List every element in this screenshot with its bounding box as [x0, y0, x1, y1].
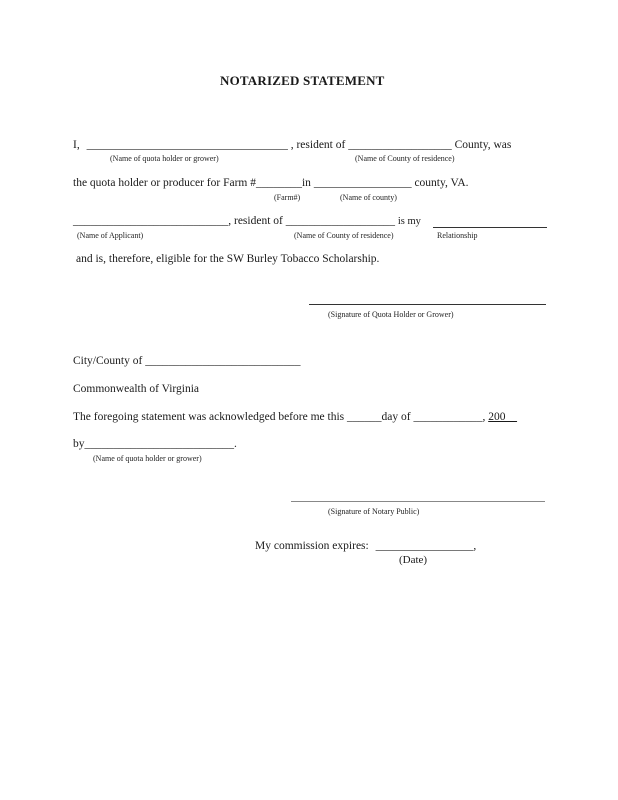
line1-middle-text: , resident of [290, 139, 346, 151]
by-end: . [234, 438, 237, 450]
applicant-county-blank[interactable]: ___________________ [285, 215, 395, 227]
statement-line-1 [73, 139, 511, 151]
commission-end: , [473, 540, 477, 552]
caption-commission-date: (Date) [399, 554, 428, 566]
quota-holder-name-blank[interactable]: ___________________________________ [86, 139, 288, 151]
caption-farm-number: (Farm#) [274, 193, 301, 202]
eligibility-statement: and is, therefore, eligible for the SW Burley Tobacco Scholarship. [76, 253, 380, 265]
caption-applicant-county: (Name of County of residence) [294, 231, 394, 240]
line2-text-c: county, VA. [414, 177, 469, 189]
by-line [73, 438, 237, 450]
applicant-name-blank[interactable]: ___________________________ [73, 215, 229, 227]
line3-text-a: , resident of [228, 215, 283, 227]
acknowledgment-day-blank[interactable]: ______ [347, 411, 382, 423]
caption-relationship: Relationship [437, 231, 478, 240]
commonwealth-line: Commonwealth of Virginia [73, 383, 200, 395]
line2-text-b: in [301, 177, 311, 189]
county-of-residence-blank[interactable]: __________________ [348, 139, 452, 151]
commission-label: My commission expires: [255, 540, 369, 552]
caption-county-of-residence: (Name of County of residence) [355, 154, 455, 163]
caption-notary-signature: (Signature of Notary Public) [328, 507, 420, 516]
statement-line-2 [73, 177, 469, 189]
acknowledgment-text-c: , [482, 411, 486, 423]
city-county-label: City/County of [73, 355, 143, 367]
relationship-blank[interactable] [433, 227, 547, 228]
acknowledgment-year[interactable]: 200__ [488, 411, 517, 423]
by-label: by [73, 438, 85, 450]
county-name-blank[interactable]: _________________ [313, 177, 412, 189]
line1-suffix: County, was [454, 139, 512, 151]
caption-by-name: (Name of quota holder or grower) [93, 454, 202, 463]
farm-number-blank[interactable]: ________ [255, 177, 302, 189]
line1-prefix: I, [73, 139, 80, 151]
caption-quota-holder-name: (Name of quota holder or grower) [110, 154, 219, 163]
commission-date-blank[interactable]: _________________ [375, 540, 474, 552]
statement-line-3 [73, 215, 421, 227]
acknowledgment-text-b: day of [381, 411, 411, 423]
commission-line [255, 540, 476, 552]
line3-text-b: is my [397, 216, 421, 227]
caption-county-name: (Name of county) [340, 193, 397, 202]
line2-text-a: the quota holder or producer for Farm # [73, 177, 256, 189]
acknowledgment-month-blank[interactable]: ____________ [413, 411, 483, 423]
caption-grower-signature: (Signature of Quota Holder or Grower) [328, 310, 454, 319]
grower-signature-line[interactable] [309, 304, 546, 305]
acknowledgment-text-a: The foregoing statement was acknowledged before me this [73, 411, 345, 423]
acknowledgment-line [73, 411, 517, 423]
document-title: NOTARIZED STATEMENT [220, 73, 385, 88]
caption-applicant-name: (Name of Applicant) [77, 231, 144, 240]
by-name-blank[interactable]: __________________________ [84, 438, 234, 450]
city-county-line [73, 355, 300, 367]
city-county-blank[interactable]: ___________________________ [145, 355, 301, 367]
notary-signature-line[interactable] [291, 501, 545, 502]
